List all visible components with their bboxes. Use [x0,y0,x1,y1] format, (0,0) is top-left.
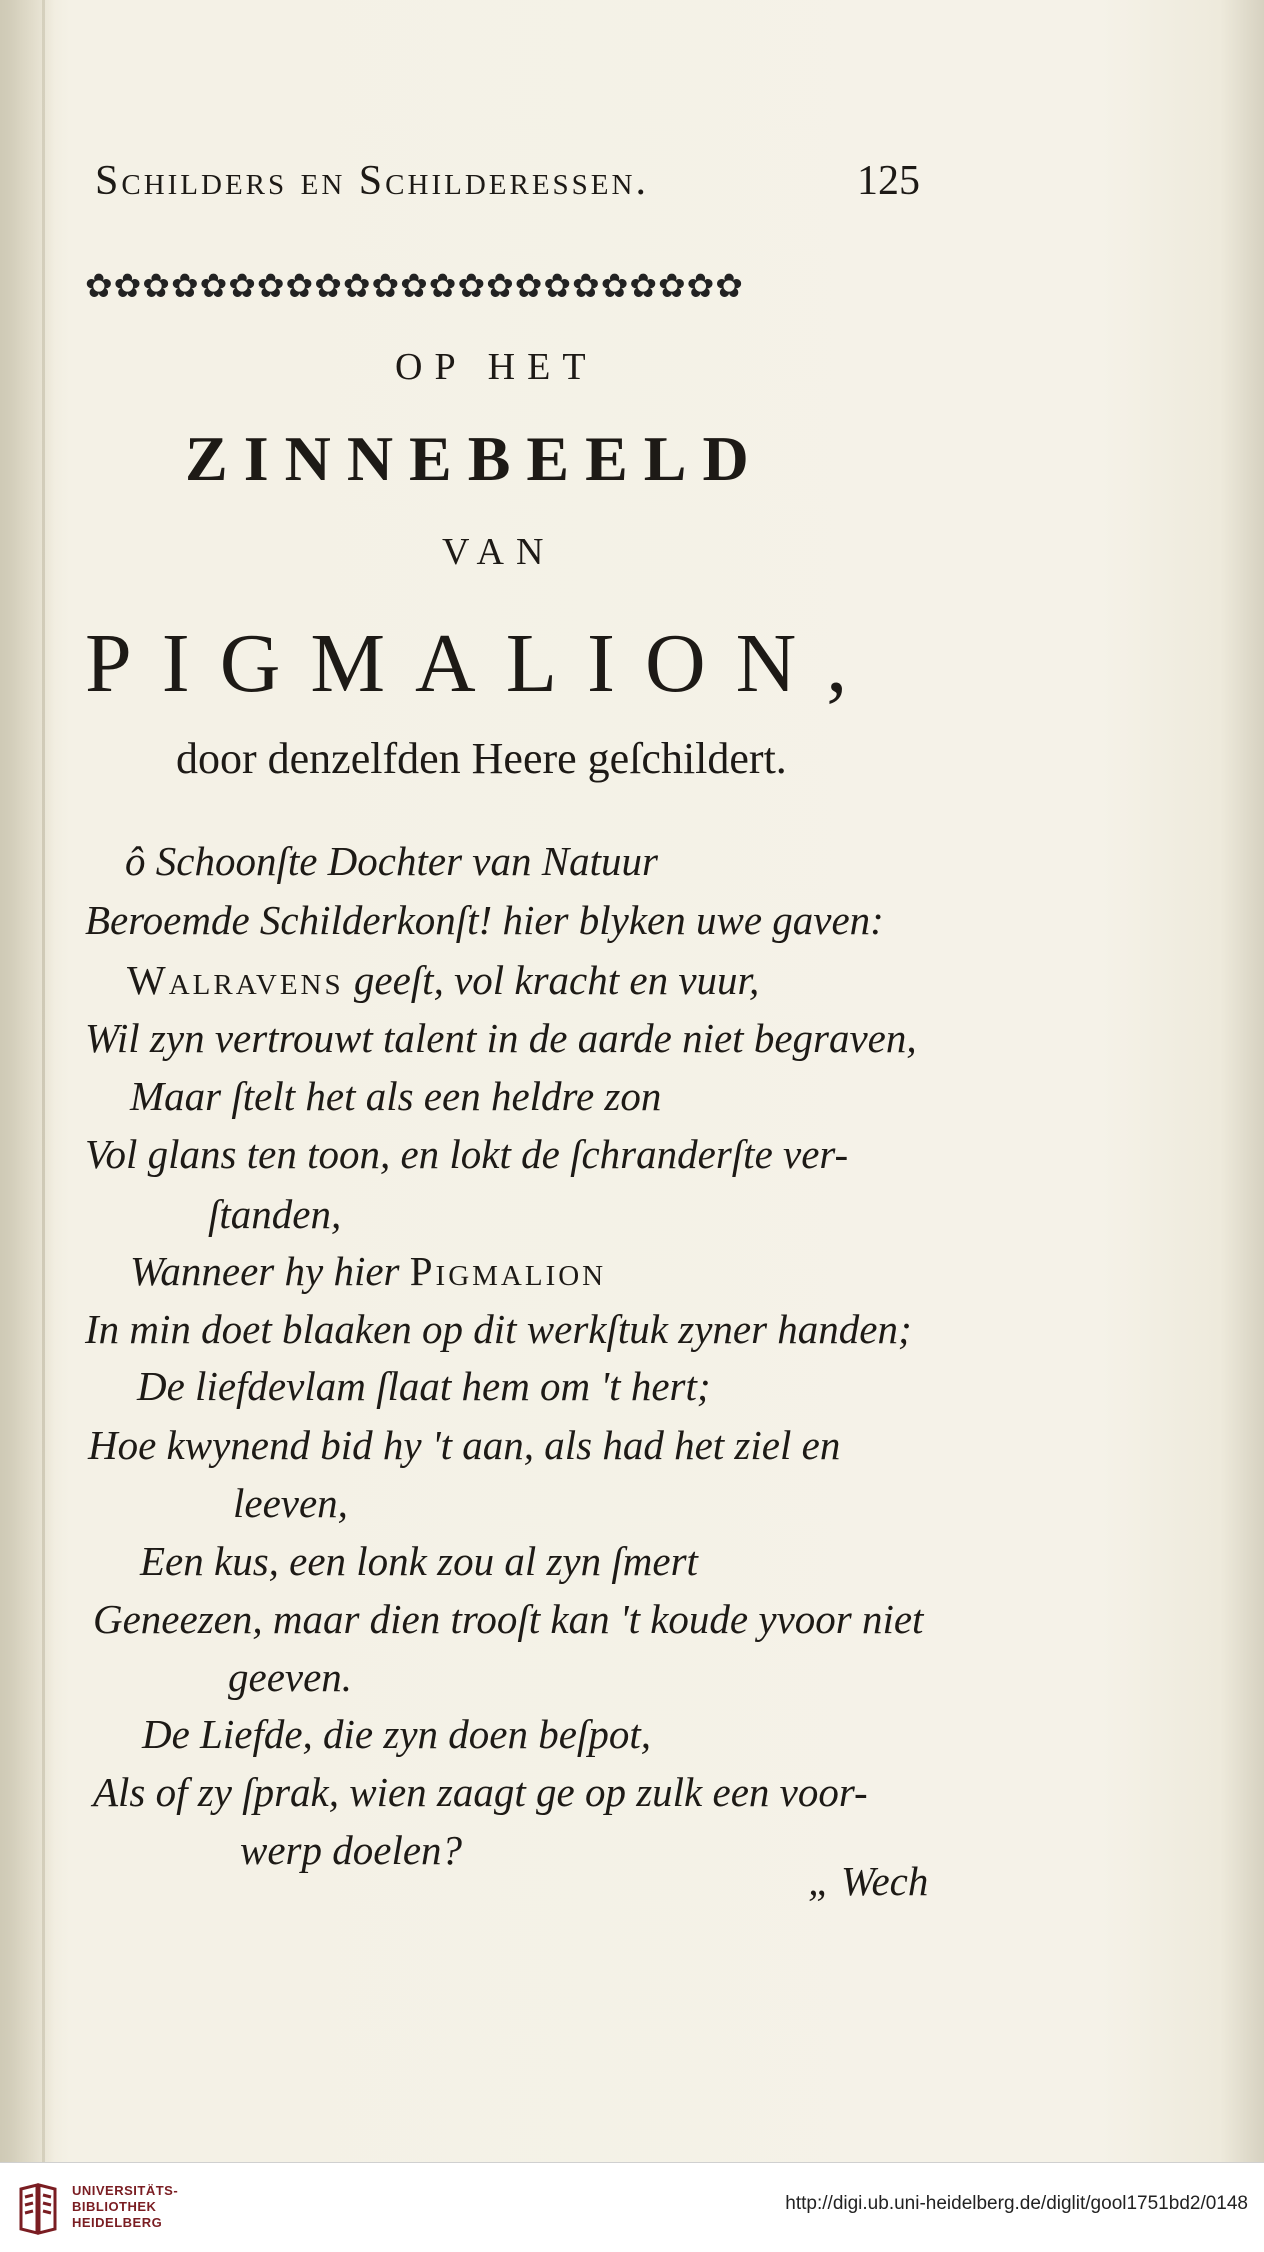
verse-line: Maar ſtelt het als een heldre zon [130,1073,662,1119]
verse-line: Wanneer hy hier Pigmalion [130,1248,607,1294]
verse-line: Wil zyn vertrouwt talent in de aarde niet begraven, [85,1015,917,1061]
permalink-url[interactable]: http://digi.ub.uni-heidelberg.de/diglit/gool1751bd2/0148 [785,2193,1248,2214]
verse-line: Geneezen, maar dien trooſt kan 't koude yvoor niet [93,1596,924,1642]
verse-line: Walravens geeſt, vol kracht en vuur, [127,957,760,1003]
university-library-logo-icon [15,2181,61,2237]
verse-line: Beroemde Schilderkonſt! hier blyken uwe gaven: [85,897,884,943]
running-head: Schilders en Schilderessen. [95,158,649,204]
title-line-2: ZINNEBEELD [185,423,765,494]
page-number: 125 [857,158,920,204]
subtitle: door denzelfden Heere geſchildert. [176,734,787,783]
verse-line: geeven. [228,1654,353,1700]
logo-line: BIBLIOTHEK [72,2199,157,2214]
page-gutter-shadow [42,0,45,2162]
ornament-border: ✿✿✿✿✿✿✿✿✿✿✿✿✿✿✿✿✿✿✿✿✿✿✿ [85,266,744,305]
verse-line: leeven, [233,1480,348,1526]
title-line-3: VAN [442,531,556,573]
verse-line: ſtanden, [208,1191,342,1237]
title-line-1: OP HET [395,346,598,388]
library-logo-text [72,2183,178,2231]
catchword: „ Wech [808,1858,929,1904]
title-line-4: PIGMALION, [85,617,878,710]
verse-line: De liefdevlam ſlaat hem om 't hert; [137,1363,711,1409]
verse-line: Vol glans ten toon, en lokt de ſchranderſte ver- [85,1131,849,1177]
verse-smallcaps: Walravens [127,957,344,1003]
logo-line: UNIVERSITÄTS- [72,2183,179,2198]
verse-line: Een kus, een lonk zou al zyn ſmert [140,1538,698,1584]
logo-line: HEIDELBERG [72,2215,163,2230]
viewer-footer [0,2162,1264,2252]
verse-line: werp doelen? [240,1827,463,1873]
verse-line: Hoe kwynend bid hy 't aan, als had het ziel en [88,1422,841,1468]
verse-line: ô Schoonſte Dochter van Natuur [125,838,658,884]
verse-line: In min doet blaaken op dit werkſtuk zyner handen; [85,1306,912,1352]
verse-line: De Liefde, die zyn doen beſpot, [142,1711,651,1757]
verse-line: Als of zy ſprak, wien zaagt ge op zulk een voor- [93,1769,868,1815]
verse-smallcaps: Pigmalion [409,1248,607,1294]
